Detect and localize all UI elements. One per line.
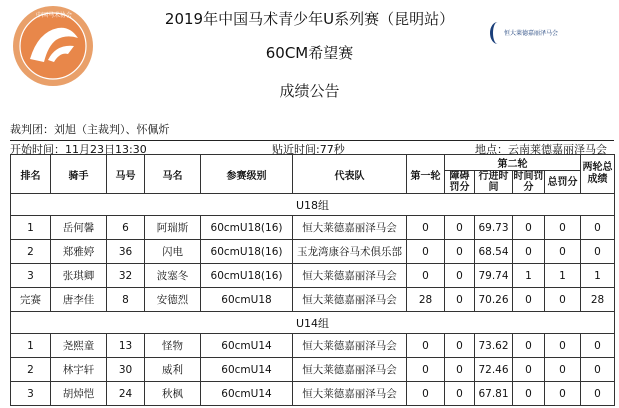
col-horse-no: 马号 (107, 155, 145, 194)
table-cell: 1 (581, 264, 615, 288)
table-cell: 1 (11, 334, 51, 358)
col-r2-total: 总罚分 (545, 171, 581, 194)
table-cell: 胡焯恺 (51, 382, 107, 406)
table-cell: 0 (581, 334, 615, 358)
table-cell: 0 (513, 382, 545, 406)
table-cell: 0 (581, 216, 615, 240)
table-cell: 林宇轩 (51, 358, 107, 382)
table-cell: 0 (513, 288, 545, 312)
table-row (11, 264, 615, 288)
col-r2-time: 行进时间 (475, 171, 513, 194)
col-r2-obstacle: 障碍罚分 (445, 171, 475, 194)
table-cell: 0 (545, 358, 581, 382)
table-cell: 0 (407, 334, 445, 358)
table-row (11, 358, 615, 382)
table-cell: 60cmU14 (201, 382, 293, 406)
table-cell: 68.54 (475, 240, 513, 264)
table-cell: 28 (581, 288, 615, 312)
col-rider: 骑手 (51, 155, 107, 194)
doc-title: 成绩公告 (279, 82, 340, 100)
table-cell: 威利 (145, 358, 201, 382)
table-cell: 0 (545, 216, 581, 240)
table-cell: 0 (445, 382, 475, 406)
table-cell: 6 (107, 216, 145, 240)
results-table (10, 154, 615, 406)
group-name: U14组 (11, 312, 615, 334)
table-cell: 67.81 (475, 382, 513, 406)
table-cell: 0 (545, 334, 581, 358)
table-cell: 安德烈 (145, 288, 201, 312)
table-cell: 0 (545, 288, 581, 312)
table-cell: 张琪卿 (51, 264, 107, 288)
table-cell: 0 (445, 216, 475, 240)
table-row (11, 334, 615, 358)
table-cell: 0 (513, 240, 545, 264)
table-cell: 0 (581, 382, 615, 406)
col-team: 代表队 (293, 155, 407, 194)
table-cell: 0 (407, 240, 445, 264)
table-row (11, 240, 615, 264)
table-cell: 0 (407, 216, 445, 240)
table-cell: 0 (581, 358, 615, 382)
table-cell: 郑雅婷 (51, 240, 107, 264)
table-cell: 恒大莱德嘉丽泽马会 (293, 216, 407, 240)
table-cell: 恒大莱德嘉丽泽马会 (293, 382, 407, 406)
table-cell: 0 (445, 264, 475, 288)
table-cell: 恒大莱德嘉丽泽马会 (293, 358, 407, 382)
table-cell: 怪物 (145, 334, 201, 358)
table-cell: 3 (11, 264, 51, 288)
start-time: 开始时间：11月23日13:30 (10, 143, 147, 156)
table-cell: 1 (545, 264, 581, 288)
table-cell: 2 (11, 358, 51, 382)
table-cell: 73.62 (475, 334, 513, 358)
table-cell: 0 (407, 358, 445, 382)
table-cell: 玉龙湾康谷马术俱乐部 (293, 240, 407, 264)
table-cell: 60cmU14 (201, 334, 293, 358)
table-cell: 0 (407, 382, 445, 406)
table-cell: 0 (513, 334, 545, 358)
table-cell: 2 (11, 240, 51, 264)
table-cell: 1 (11, 216, 51, 240)
col-rank: 排名 (11, 155, 51, 194)
table-cell: 闪电 (145, 240, 201, 264)
table-cell: 60cmU18 (201, 288, 293, 312)
table-cell: 唐李佳 (51, 288, 107, 312)
table-cell: 60cmU18(16) (201, 264, 293, 288)
table-row (11, 216, 615, 240)
col-r2-timepen: 时间罚分 (513, 171, 544, 193)
table-cell: 72.46 (475, 358, 513, 382)
table-cell: 3 (11, 382, 51, 406)
col-level: 参赛级别 (201, 155, 293, 194)
table-cell: 0 (445, 240, 475, 264)
table-cell: 0 (407, 264, 445, 288)
table-cell: 恒大莱德嘉丽泽马会 (293, 264, 407, 288)
table-cell: 0 (581, 240, 615, 264)
table-cell: 60cmU18(16) (201, 216, 293, 240)
table-cell: 波塞冬 (145, 264, 201, 288)
table-cell: 岳何馨 (51, 216, 107, 240)
allowed-time: 贴近时间:77秒 (272, 143, 345, 156)
col-round2: 第二轮 (445, 155, 581, 171)
info-line (10, 140, 614, 154)
table-cell: 32 (107, 264, 145, 288)
table-cell: 13 (107, 334, 145, 358)
event-title: 2019年中国马术青少年U系列赛（昆明站） (164, 10, 455, 28)
table-cell: 79.74 (475, 264, 513, 288)
table-cell: 0 (445, 288, 475, 312)
table-row (11, 288, 615, 312)
table-cell: 0 (445, 334, 475, 358)
club-logo-text: 恒大莱德嘉丽泽马会 (504, 30, 559, 37)
table-cell: 28 (407, 288, 445, 312)
table-cell: 60cmU18(16) (201, 240, 293, 264)
col-horse: 马名 (145, 155, 201, 194)
table-cell: 完赛 (11, 288, 51, 312)
table-cell: 70.26 (475, 288, 513, 312)
judges-line: 裁判团：刘旭（主裁判）、怀佩炘 (10, 123, 170, 136)
group-name: U18组 (11, 194, 615, 216)
table-cell: 0 (513, 358, 545, 382)
class-title: 60CM希望赛 (265, 44, 354, 62)
table-cell: 36 (107, 240, 145, 264)
table-cell: 60cmU14 (201, 358, 293, 382)
col-round1: 第一轮 (407, 155, 445, 194)
table-cell: 0 (513, 216, 545, 240)
table-cell: 尧熙童 (51, 334, 107, 358)
table-cell: 恒大莱德嘉丽泽马会 (293, 334, 407, 358)
table-cell: 30 (107, 358, 145, 382)
table-row (11, 382, 615, 406)
table-cell: 1 (513, 264, 545, 288)
table-cell: 0 (545, 240, 581, 264)
table-cell: 8 (107, 288, 145, 312)
location: 地点：云南莱德嘉丽泽马会 (475, 143, 607, 156)
table-cell: 24 (107, 382, 145, 406)
table-cell: 秋枫 (145, 382, 201, 406)
table-cell: 阿瑞斯 (145, 216, 201, 240)
table-cell: 0 (445, 358, 475, 382)
table-cell: 恒大莱德嘉丽泽马会 (293, 288, 407, 312)
group-row (11, 312, 615, 334)
cea-logo-text: 中国马术协会 (36, 12, 73, 19)
col-final: 两轮总成绩 (581, 155, 615, 194)
table-cell: 0 (545, 382, 581, 406)
table-cell: 69.73 (475, 216, 513, 240)
group-row (11, 194, 615, 216)
